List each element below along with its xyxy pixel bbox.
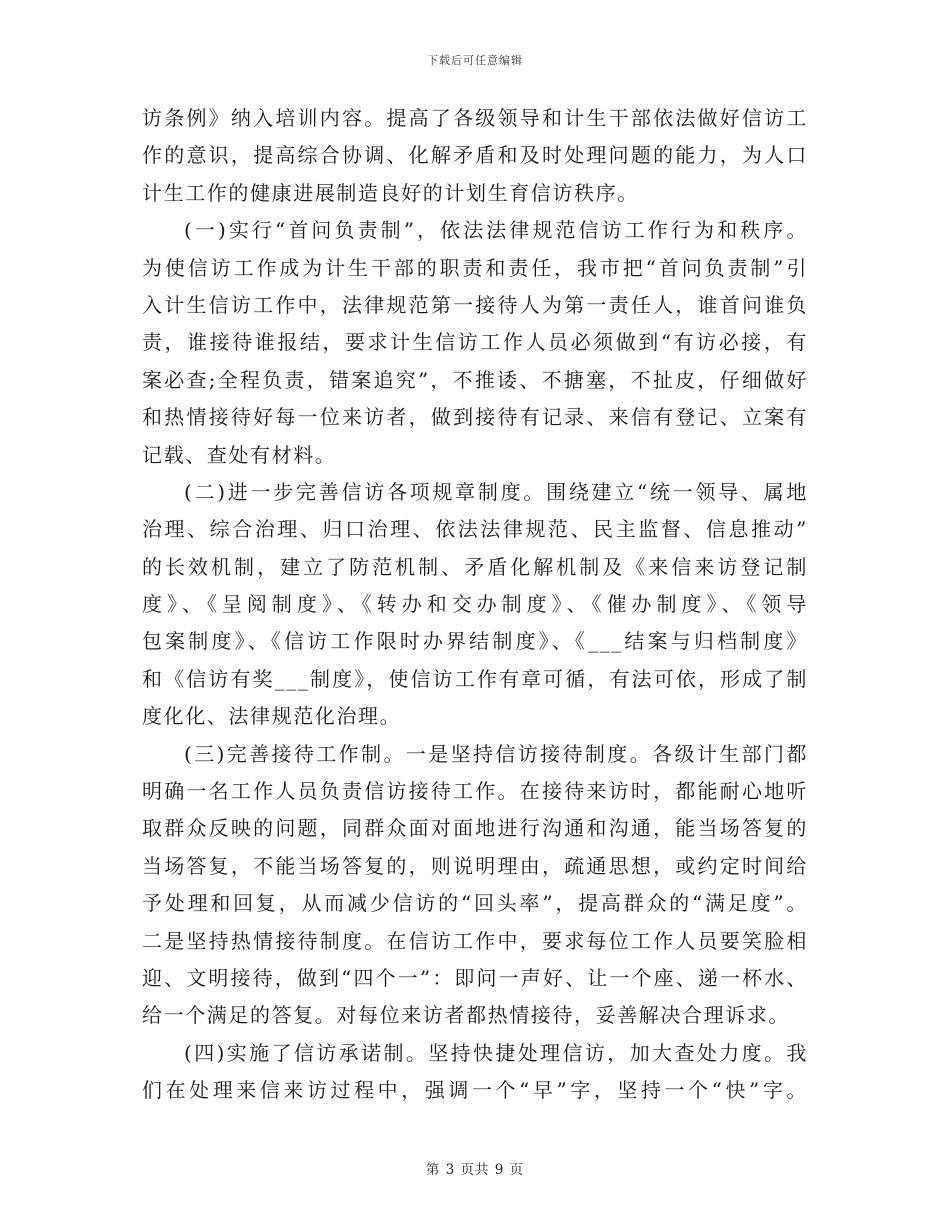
text-line: 取群众反映的问题，同群众面对面地进行沟通和沟通，能当场答复的 [142, 816, 808, 841]
text-line: 责，谁接待谁报结，要求计生信访工作人员必须做到“有访必接，有 [142, 330, 808, 355]
text-line: 二是坚持热情接待制度。在信访工作中，要求每位工作人员要笑脸相 [142, 928, 808, 953]
document-body [142, 100, 808, 1110]
text-line: 和《信访有奖___制度》，使信访工作有章可循，有法可依，形成了制 [142, 666, 808, 691]
header-note: 下载后可任意编辑 [427, 54, 523, 67]
text-line: 入计生信访工作中，法律规范第一接待人为第一责任人，谁首问谁负 [142, 292, 808, 317]
text-line: 度化化、法律规范化治理。 [142, 704, 402, 729]
text-line: 作的意识，提高综合协调、化解矛盾和及时处理问题的能力，为人口 [142, 143, 808, 168]
text-line: 当场答复，不能当场答复的，则说明理由，疏通思想，或约定时间给 [142, 853, 808, 878]
text-line: 度》、《呈阅制度》、《转办和交办制度》、《催办制度》、《领导 [142, 592, 808, 617]
text-line: 们在处理来信来访过程中，强调一个“早”字，坚持一个“快”字。 [142, 1078, 808, 1103]
text-line: 计生工作的健康进展制造良好的计划生育信访秩序。 [142, 180, 639, 205]
paragraph-heading-2: (二)进一步完善信访各项规章制度。围绕建立“统一领导、属地 [184, 479, 808, 504]
text-line: 案必查;全程负责，错案追究”，不推诿、不搪塞，不扯皮，仔细做好 [142, 367, 808, 392]
text-line: 迎、文明接待，做到“四个一”：即问一声好、让一个座、递一杯水、 [142, 965, 808, 990]
paragraph-heading-1: (一)实行“首问负责制”，依法法律规范信访工作行为和秩序。 [184, 218, 808, 243]
text-line: 包案制度》、《信访工作限时办界结制度》、《___结案与归档制度》 [142, 629, 808, 654]
text-line: 的长效机制，建立了防范机制、矛盾化解机制及《来信来访登记制 [142, 554, 808, 579]
paragraph-heading-3: (三)完善接待工作制。一是坚持信访接待制度。各级计生部门都 [184, 741, 808, 766]
text-line: 明确一名工作人员负责信访接待工作。在接待来访时，都能耐心地听 [142, 779, 808, 804]
text-line: 治理、综合治理、归口治理、依法法律规范、民主监督、信息推动” [142, 517, 808, 542]
text-line: 给一个满足的答复。对每位来访者都热情接待，妥善解决合理诉求。 [142, 1003, 790, 1028]
text-line: 记载、查处有材料。 [142, 442, 337, 467]
paragraph-heading-4: (四)实施了信访承诺制。坚持快捷处理信访，加大查处力度。我 [184, 1040, 808, 1065]
text-line: 和热情接待好每一位来访者，做到接待有记录、来信有登记、立案有 [142, 405, 808, 430]
text-line: 为使信访工作成为计生干部的职责和责任，我市把“首问负责制”引 [142, 255, 808, 280]
page-number: 第 3 页共 9 页 [425, 1162, 525, 1178]
text-line: 访条例》纳入培训内容。提高了各级领导和计生干部依法做好信访工 [142, 106, 808, 130]
text-line: 予处理和回复，从而减少信访的“回头率”，提高群众的“满足度”。 [142, 891, 808, 916]
